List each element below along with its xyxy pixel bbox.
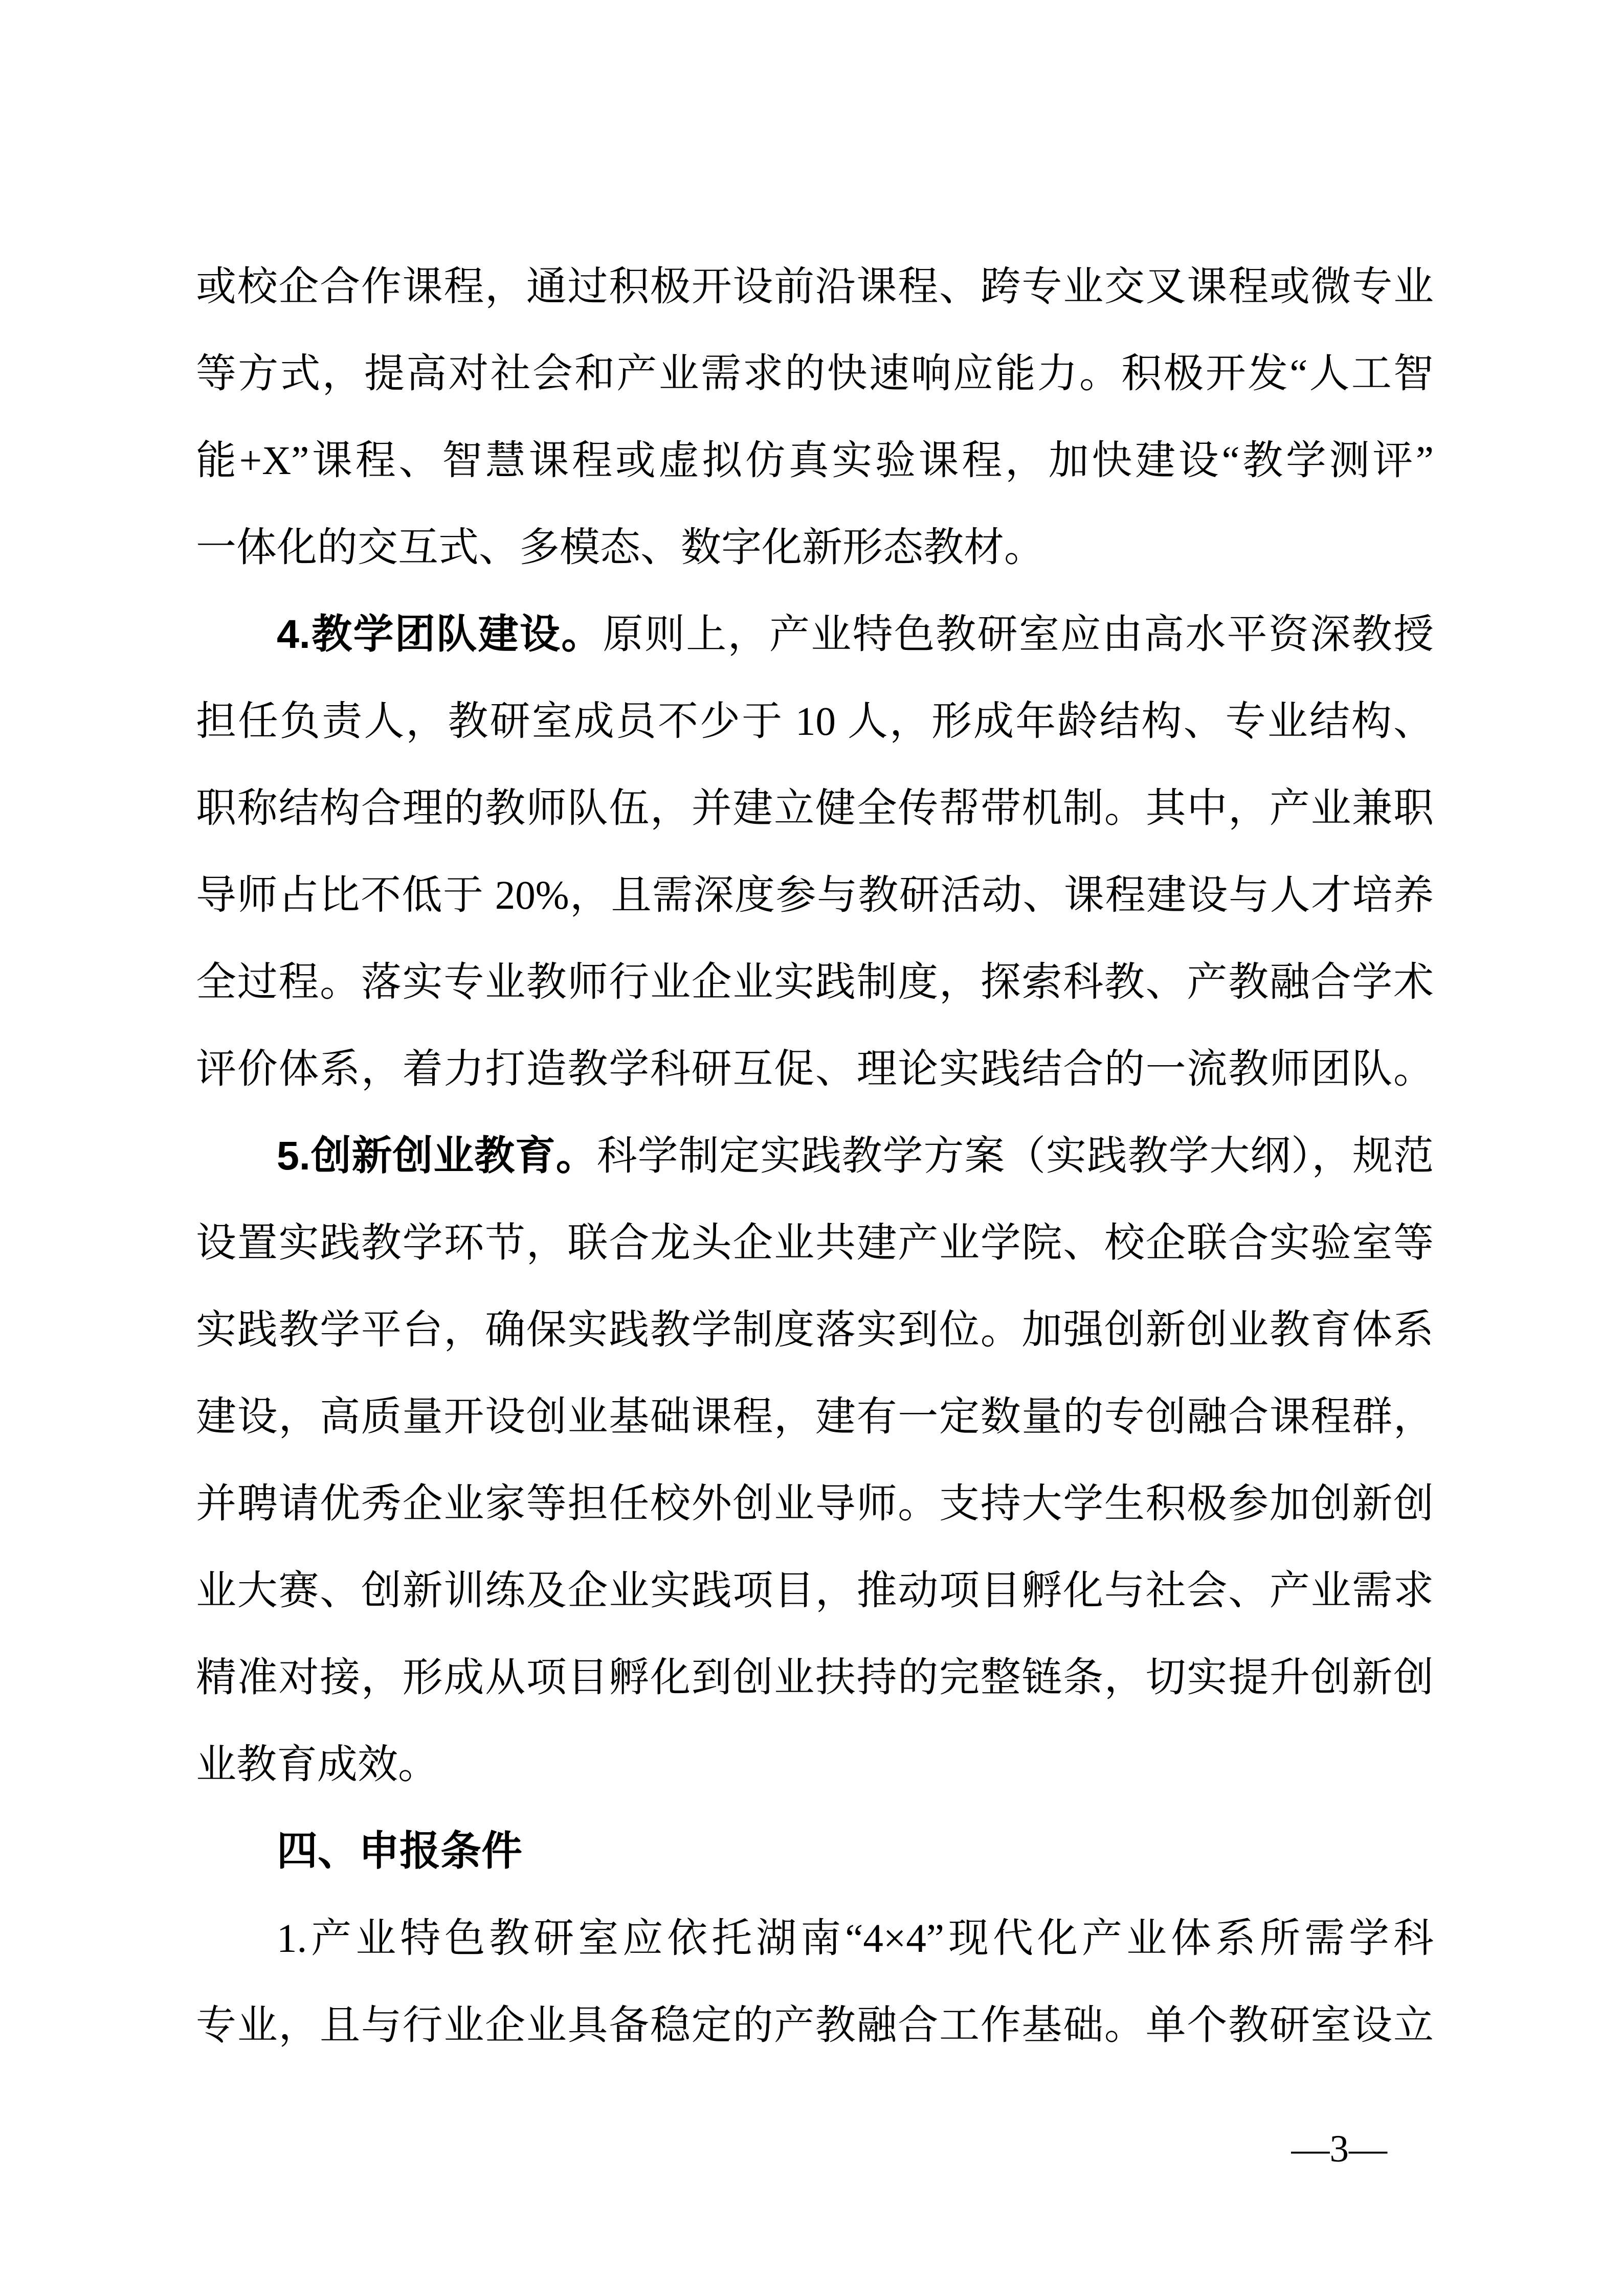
body-line	[196, 1634, 1434, 1721]
line-text: 评价体系，着力打造教学科研互促、理论实践结合的一流教师团队。	[196, 1047, 1434, 1092]
body-line	[196, 243, 1434, 330]
bold-run-in: 5.创新创业教育。	[277, 1133, 597, 1178]
line-text: 专业，且与行业企业具备稳定的产教融合工作基础。单个教研室设立	[196, 2004, 1434, 2048]
body-line	[196, 1547, 1434, 1634]
body-line-item-1	[196, 1895, 1434, 1982]
line-text: 业大赛、创新训练及企业实践项目，推动项目孵化与社会、产业需求	[196, 1569, 1434, 1613]
line-text: 全过程。落实专业教师行业企业实践制度，探索科教、产教融合学术	[196, 960, 1434, 1005]
line-text: 业教育成效。	[196, 1743, 438, 1787]
line-text: 等方式，提高对社会和产业需求的快速响应能力。积极开发“人工智	[196, 352, 1434, 396]
body-line	[196, 504, 1434, 591]
line-text: 实践教学平台，确保实践教学制度落实到位。加强创新创业教育体系	[196, 1308, 1434, 1353]
line-text: 精准对接，形成从项目孵化到创业扶持的完整链条，切实提升创新创	[196, 1656, 1434, 1700]
body-line	[196, 851, 1434, 938]
body-line-item-4	[196, 591, 1434, 678]
line-text: 建设，高质量开设创业基础课程，建有一定数量的专创融合课程群，	[196, 1395, 1434, 1439]
body-line	[196, 1286, 1434, 1373]
line-text: 设置实践教学环节，联合龙头企业共建产业学院、校企联合实验室等	[196, 1221, 1434, 1266]
document-body	[196, 243, 1434, 2068]
heading-text: 四、申报条件	[277, 1828, 522, 1874]
line-text: 并聘请优秀企业家等担任校外创业导师。支持大学生积极参加创新创	[196, 1482, 1434, 1526]
body-line	[196, 678, 1434, 764]
body-line	[196, 1199, 1434, 1286]
body-line	[196, 1721, 1434, 1808]
line-text: 能+X”课程、智慧课程或虚拟仿真实验课程，加快建设“教学测评”	[196, 439, 1434, 483]
body-line-item-5	[196, 1112, 1434, 1199]
line-text: 1.产业特色教研室应依托湖南“4×4”现代化产业体系所需学科	[277, 1917, 1434, 1961]
bold-run-in: 4.教学团队建设。	[277, 611, 603, 657]
body-line	[196, 1982, 1434, 2068]
section-heading	[196, 1808, 1434, 1895]
line-text: 或校企合作课程，通过积极开设前沿课程、跨专业交叉课程或微专业	[196, 265, 1434, 309]
body-line	[196, 417, 1434, 504]
body-line	[196, 330, 1434, 417]
body-line	[196, 938, 1434, 1025]
line-text: 导师占比不低于 20%，且需深度参与教研活动、课程建设与人才培养	[196, 873, 1434, 918]
line-text: 一体化的交互式、多模态、数字化新形态教材。	[196, 526, 1044, 570]
body-line	[196, 1025, 1434, 1112]
line-text: 原则上，产业特色教研室应由高水平资深教授	[603, 613, 1434, 657]
body-line	[196, 764, 1434, 851]
line-text: 科学制定实践教学方案（实践教学大纲），规范	[596, 1134, 1434, 1179]
page-number: —3—	[1291, 2128, 1387, 2170]
body-line	[196, 1460, 1434, 1547]
line-text: 担任负责人，教研室成员不少于 10 人，形成年龄结构、专业结构、	[196, 700, 1434, 744]
line-text: 职称结构合理的教师队伍，并建立健全传帮带机制。其中，产业兼职	[196, 786, 1434, 831]
body-line	[196, 1373, 1434, 1460]
